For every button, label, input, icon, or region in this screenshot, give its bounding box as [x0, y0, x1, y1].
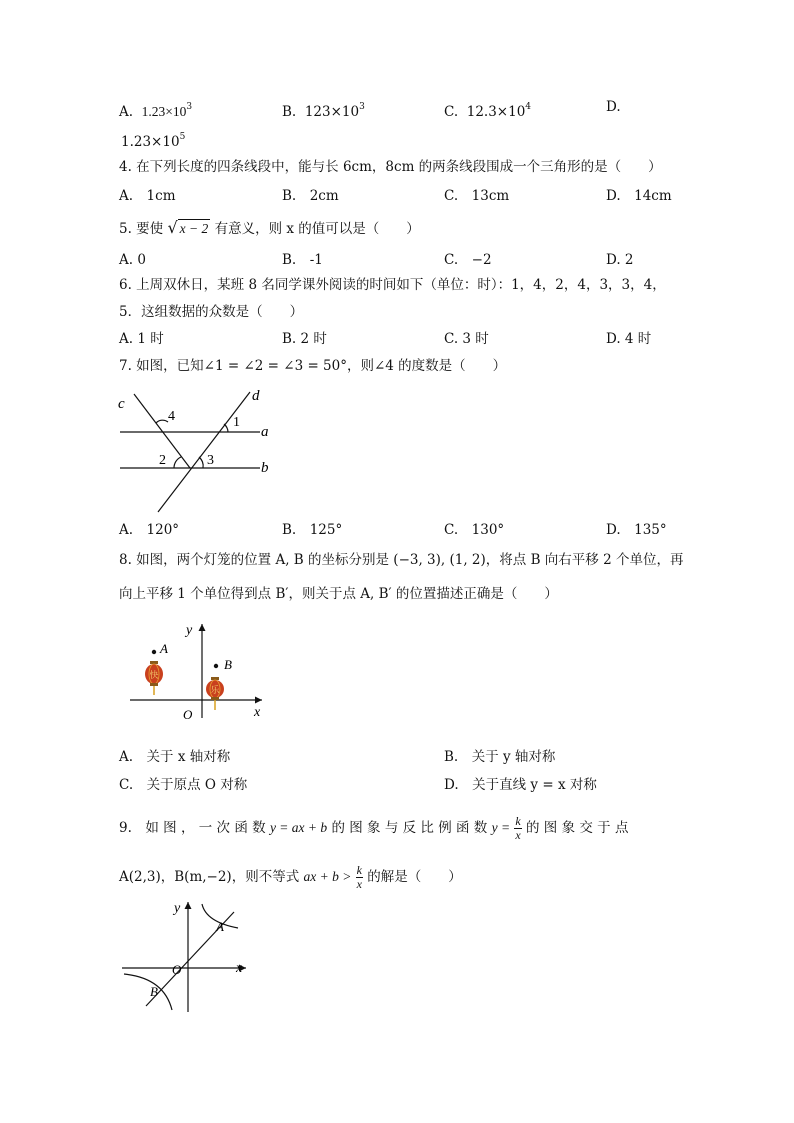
q5-option-c[interactable]: C. −2 [444, 252, 492, 268]
option-letter: C. [444, 104, 459, 120]
lantern-icon [206, 677, 224, 710]
q5-option-d[interactable]: D. 2 [606, 252, 634, 268]
q4-option-c[interactable]: C. 13cm [444, 188, 510, 204]
point-a-label: A [216, 919, 224, 934]
q4-option-b[interactable]: B. 2cm [282, 188, 339, 204]
option-value: 123×10 [304, 104, 360, 120]
point-b [214, 664, 218, 668]
q8-option-c[interactable]: C. 关于原点 O 对称 [119, 777, 248, 793]
q8-stem-line1: 8. 如图，两个灯笼的位置 A, B 的坐标分别是 (−3, 3), (1, 2)，将点 B 向右平移 2 个单位，再 [119, 552, 684, 568]
q5-option-a[interactable]: A. 0 [119, 252, 146, 268]
label-c: c [118, 396, 125, 412]
q4-stem: 4. 在下列长度的四条线段中，能与长 6cm，8cm 的两条线段围成一个三角形的是（ ） [119, 159, 662, 175]
q7-option-a[interactable]: A. 120° [119, 522, 180, 538]
q8-option-a[interactable]: A. 关于 x 轴对称 [119, 749, 231, 765]
fraction-k-over-x: $\frac{k}{x}$ [515, 814, 521, 842]
point-b-label: B [150, 984, 158, 999]
option-letter: B. [282, 104, 297, 120]
point-a [152, 650, 156, 654]
q7-stem: 7. 如图，已知∠1 = ∠2 = ∠3 = 50°，则∠4 的度数是（ ） [119, 358, 507, 374]
option-letter: A. [119, 104, 134, 120]
q3-option-d-letter[interactable] [606, 98, 621, 116]
q9-stem-line1 [119, 815, 628, 842]
lantern-text: 快 [149, 670, 159, 680]
q3-option-b[interactable] [282, 98, 365, 121]
q6-option-d[interactable]: D. 4 时 [606, 331, 652, 347]
q6-option-c[interactable]: C. 3 时 [444, 331, 489, 347]
fraction-k-over-x: $\frac{k}{x}$ [356, 863, 362, 891]
point-a-label: A [160, 641, 168, 656]
q7-option-d[interactable]: D. 135° [606, 522, 667, 538]
label-angle-1: 1 [233, 415, 240, 430]
y-axis-label: y [186, 623, 193, 638]
q9-line1-post: 的 图 象 交 于 点 [526, 820, 629, 836]
q6-option-b[interactable]: B. 2 时 [282, 331, 327, 347]
q3-option-a[interactable] [119, 98, 192, 121]
q8-option-d[interactable]: D. 关于直线 y = x 对称 [444, 777, 597, 793]
exponent: 3 [359, 102, 365, 112]
label-a: a [261, 424, 269, 440]
q7-option-b[interactable]: B. 125° [282, 522, 343, 538]
q6-stem-line1: 6. 上周双休日，某班 8 名同学课外阅读的时间如下（单位：时）：1，4，2，4，3，3，4， [119, 277, 666, 293]
option-value: 12.3×10 [466, 104, 526, 120]
q8-option-b[interactable]: B. 关于 y 轴对称 [444, 749, 556, 765]
q9-stem-line2 [119, 864, 462, 891]
q7-figure [110, 384, 280, 516]
inequality-lhs: ax + b > [303, 869, 352, 884]
q9-line1-mid: 的 图 象 与 反 比 例 函 数 [331, 820, 488, 836]
q6-stem-line2: 5．这组数据的众数是（ ） [119, 304, 304, 320]
q3-option-c[interactable] [444, 98, 531, 121]
option-value: 1.23×10 [141, 104, 187, 119]
q5-stem: 5. 要使 √ x − 2 有意义，则 x 的值可以是（ ） [119, 218, 420, 237]
point-b-label: B [224, 657, 232, 672]
x-axis-label: x [254, 705, 261, 720]
arc-angle-1 [224, 424, 228, 432]
arc-angle-2 [174, 457, 181, 468]
q7-option-c[interactable]: C. 130° [444, 522, 505, 538]
q4-option-d[interactable]: D. 14cm [606, 188, 672, 204]
origin-label: O [172, 962, 182, 977]
q8-figure [120, 618, 270, 722]
q8-stem-line2: 向上平移 1 个单位得到点 B′，则关于点 A, B′ 的位置描述正确是（ ） [119, 586, 558, 602]
q3-option-d-value [121, 128, 185, 151]
label-b: b [261, 460, 269, 476]
lantern-text: 乐 [210, 685, 220, 695]
q9-figure [118, 898, 258, 1014]
q5-stem-pre: 5. 要使 [119, 221, 164, 237]
exponent: 4 [525, 102, 532, 112]
q6-option-a[interactable]: A. 1 时 [119, 331, 164, 347]
exponent: 3 [186, 102, 193, 112]
option-letter: D. [606, 99, 621, 115]
origin-label: O [183, 707, 193, 722]
exponent: 5 [179, 132, 186, 142]
q9-line2-pre: A(2,3)，B(m,−2)，则不等式 [119, 869, 300, 885]
linear-function: y = ax + b [269, 820, 328, 835]
inverse-function-lhs: y = [491, 820, 511, 835]
q9-line1-pre: 9. 如 图 ， 一 次 函 数 [119, 820, 266, 836]
q5-option-b[interactable]: B. -1 [282, 252, 323, 268]
y-axis-label: y [174, 901, 181, 916]
option-value: 1.23×10 [121, 134, 180, 150]
lantern-icon [145, 661, 163, 695]
radicand: x − 2 [179, 221, 209, 236]
q4-option-a[interactable]: A. 1cm [119, 188, 176, 204]
q5-stem-post: 有意义，则 x 的值可以是（ ） [214, 221, 420, 237]
label-angle-3: 3 [207, 453, 214, 468]
label-d: d [252, 388, 260, 404]
arc-angle-4 [156, 420, 168, 423]
q9-line2-post: 的解是（ ） [367, 869, 462, 885]
x-axis-label: x [236, 961, 243, 976]
label-angle-2: 2 [159, 453, 166, 468]
label-angle-4: 4 [168, 409, 175, 424]
